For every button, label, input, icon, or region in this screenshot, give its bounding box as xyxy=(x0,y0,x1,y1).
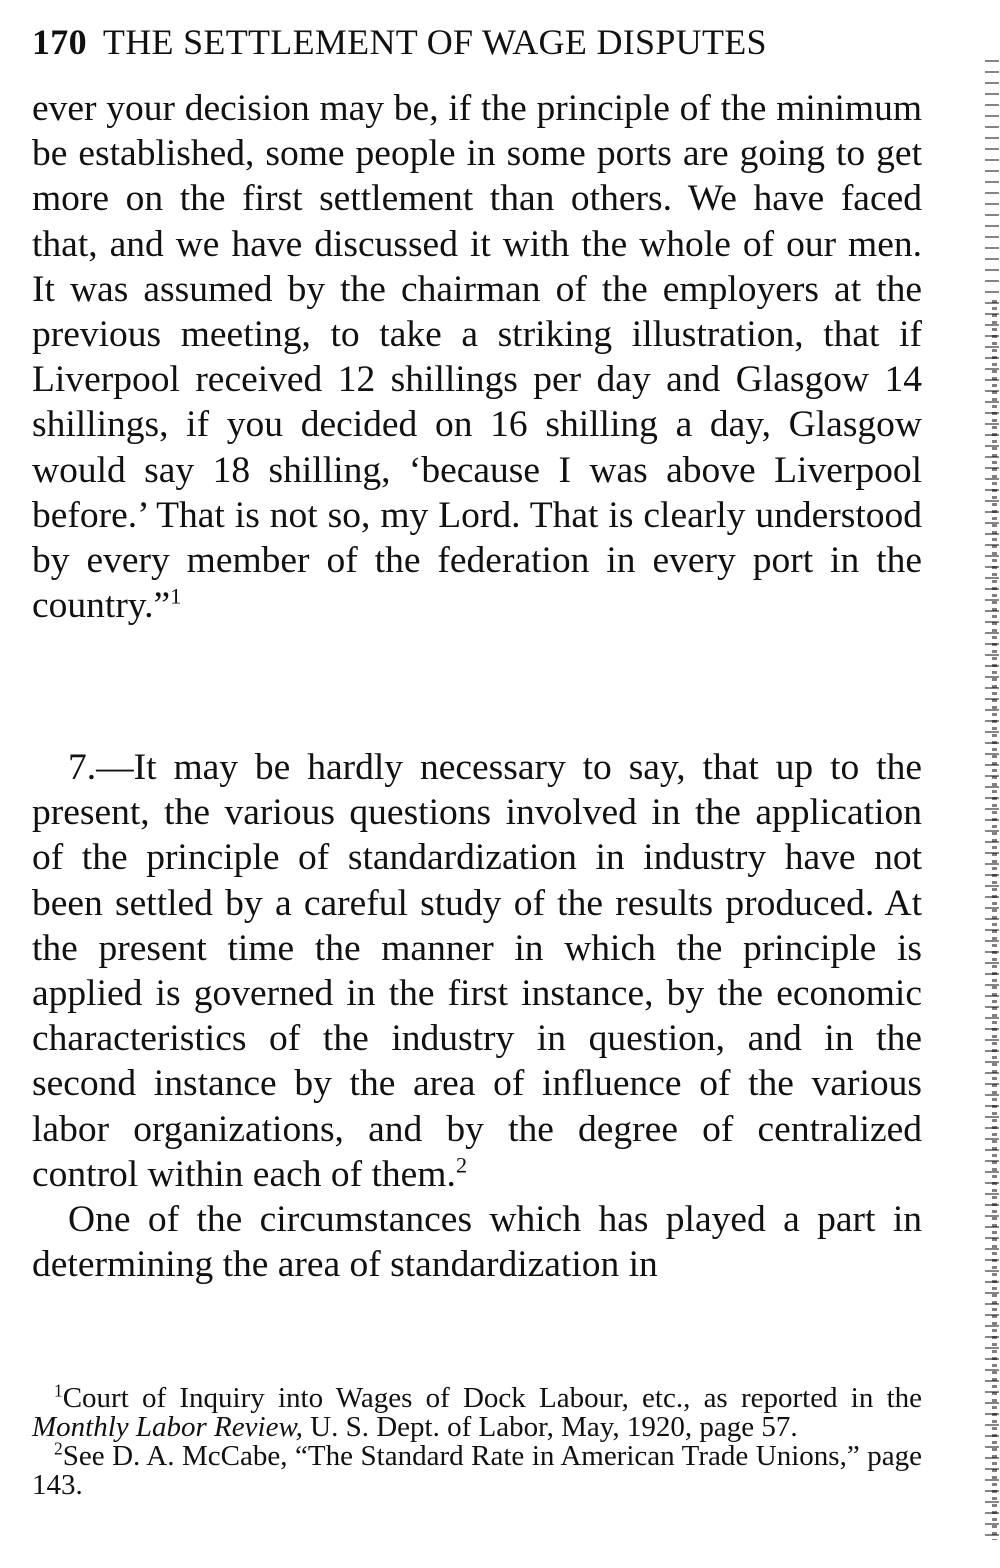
running-title: THE SETTLEMENT OF WAGE DISPUTES xyxy=(102,22,767,62)
paragraph-section-7 xyxy=(32,745,922,1197)
footnote-ref-2: 2 xyxy=(455,1152,468,1178)
page-number: 170 xyxy=(32,22,87,62)
footnote-text: Court of Inquiry into Wages of Dock Labour, etc., as reported in the xyxy=(62,1382,922,1414)
footnote-ref-1: 1 xyxy=(170,583,182,609)
footnote-marker: 1 xyxy=(54,1380,63,1401)
paragraph-continuing xyxy=(32,1197,922,1287)
scan-edge-artifact-inner xyxy=(992,300,997,1540)
paragraph-text: ever your decision may be, if the principle of the minimum be established, some people in some ports are going to get more on the first settlement than others. We have faced that, and we have discussed it with the whole of our men. It was assumed by the chairman of the employers at the previous meeting, to take a striking illustration, that if Liverpool received 12 shillings per day and Glasgow 14 shillings, if you decided on 16 shilling a day, Glasgow would say 18 shilling, ‘because I was above Liverpool before.’ That is not so, my Lord. That is clearly understood by every member of the federation in every port in the country.” xyxy=(32,88,922,627)
paragraph-text: One of the circumstances which has played a part in determining the area of standardization in xyxy=(32,1199,922,1286)
journal-title: Monthly Labor Review, xyxy=(32,1411,303,1443)
section-number: 7. xyxy=(68,747,97,788)
footnote-1 xyxy=(32,1380,922,1443)
footnote-2 xyxy=(32,1438,922,1501)
footnote-text-end: U. S. Dept. of Labor, May, 1920, page 57. xyxy=(302,1411,798,1443)
paragraph-text: —It may be hardly necessary to say, that up to the present, the various questions involved in the application of the principle of standardization in industry have not been settled by a careful study of the results produced. At the present time the manner in which the principle is applied is governed in the first instance, by the economic characteristics of the industry in question, and in the second instance by the area of influence of the various labor organizations, and by the degree of centralized control within each of them. xyxy=(32,747,922,1195)
running-header xyxy=(32,14,932,70)
footnotes xyxy=(32,1380,922,1501)
footnote-marker: 2 xyxy=(54,1438,63,1459)
paragraph-quotation-end xyxy=(32,86,922,628)
footnote-text: See D. A. McCabe, “The Standard Rate in American Trade Unions,” page 143. xyxy=(32,1440,922,1501)
